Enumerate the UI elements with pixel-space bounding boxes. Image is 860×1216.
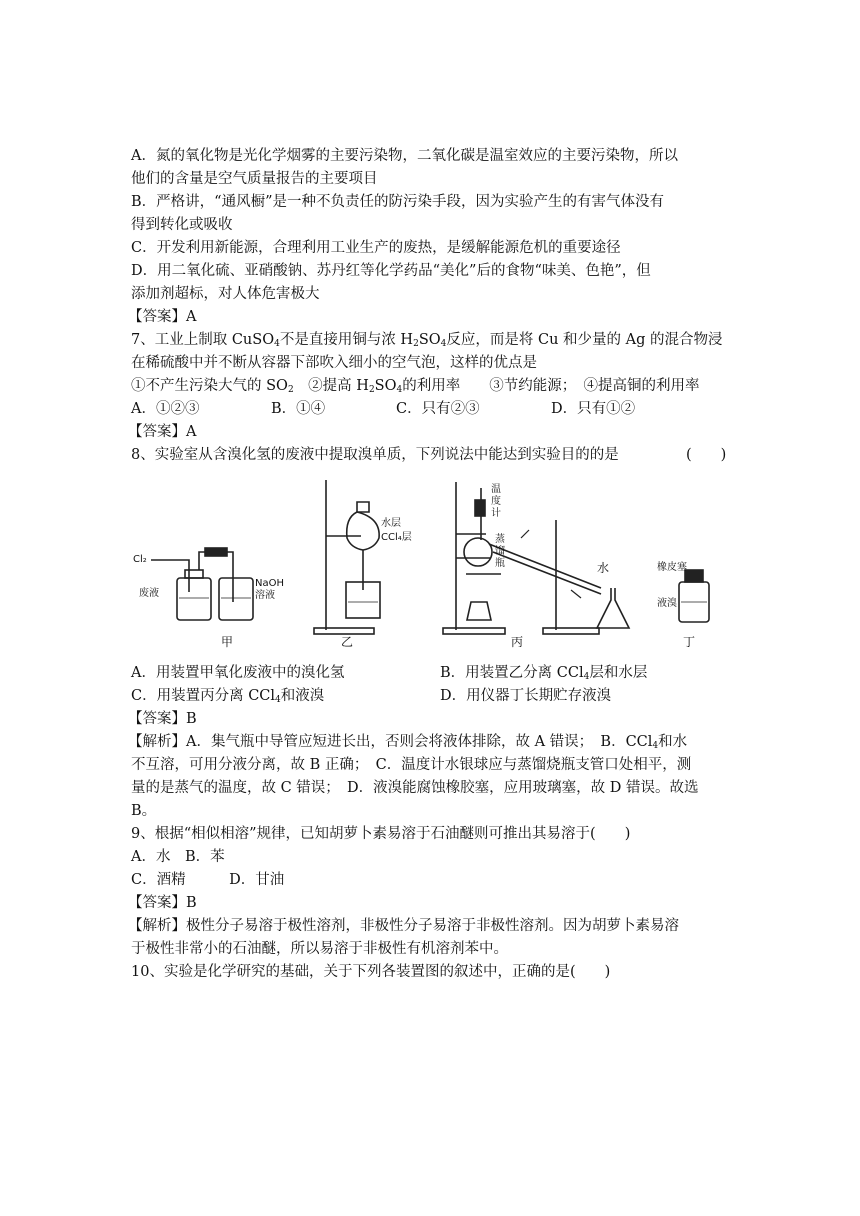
q9-options-cd: C．酒精 D．甘油 [131,872,285,888]
q6-option-c: C．开发利用新能源，合理利用工业生产的废热，是缓解能源危机的重要途径 [131,240,621,256]
label-stopper: 橡皮塞 [657,562,687,573]
q6-option-b-line1: B．严格讲，“通风橱”是一种不负责任的防污染手段，因为实验产生的有害气体没有 [131,194,664,210]
label-naoh-solution: 溶液 [255,590,275,601]
label-ccl4-layer: CCl₄层 [381,532,412,543]
q9-stem: 9、根据“相似相溶”规律，已知胡萝卜素易溶于石油醚则可推出其易溶于( ) [131,826,631,842]
q6-option-a-line1: A．氮的氧化物是光化学烟雾的主要污染物，二氧化碳是温室效应的主要污染物，所以 [131,148,678,164]
caption-bing: 丙 [511,635,524,649]
q7-choice-d: D．只有①② [551,401,636,417]
caption-yi: 乙 [341,635,354,649]
q7-choice-b: B．①④ [271,401,326,417]
q8-explanation-line2: 不互溶，可用分液分离，故 B 正确； C．温度计水银球应与蒸馏烧瓶支管口处相平，测 [131,757,692,773]
label-bromine: 液溴 [657,598,677,609]
label-thermometer-3: 计 [491,508,501,519]
caption-ding: 丁 [683,635,696,649]
apparatus-svg [131,470,711,650]
label-naoh: NaOH [255,578,284,589]
label-flask-3: 瓶 [495,558,505,569]
q6-option-a-line2: 他们的含量是空气质量报告的主要项目 [131,171,378,187]
label-waste: 废液 [139,588,159,599]
q8-stem: 8、实验室从含溴化氢的废液中提取溴单质，下列说法中能达到实验目的的是 [131,447,619,463]
q8-option-b: B．用装置乙分离 CCl$_4$层和水层 [440,665,648,682]
q7-answer: 【答案】A [128,424,197,440]
q7-stem-line2: 在稀硫酸中并不断从容器下部吹入细小的空气泡，这样的优点是 [131,355,537,371]
label-flask-1: 蒸 [495,534,505,545]
q8-explanation-line4: B。 [131,803,157,819]
q8-explanation-line3: 量的是蒸气的温度，故 C 错误； D．液溴能腐蚀橡胶塞，应用玻璃塞，故 D 错误。故选 [131,780,699,796]
q6-option-b-line2: 得到转化或吸收 [131,217,233,233]
q9-answer: 【答案】B [128,895,197,911]
label-water: 水 [597,561,610,575]
q6-answer: 【答案】A [128,309,197,325]
q10-stem: 10、实验是化学研究的基础，关于下列各装置图的叙述中，正确的是( ) [131,964,611,980]
q8-apparatus-figure [131,470,711,650]
q7-choice-c: C．只有②③ [396,401,480,417]
q6-option-d-line2: 添加剂超标，对人体危害极大 [131,286,320,302]
q8-paren: ( ) [686,447,727,463]
q8-option-a: A．用装置甲氧化废液中的溴化氢 [131,665,345,681]
caption-jia: 甲 [221,635,234,649]
q7-stem-line1: 7、工业上制取 CuSO$_4$不是直接用铜与浓 $H_2SO_4$反应，而是将 Cu 和少量的 Ag 的混合物浸 [131,332,723,349]
label-thermometer-1: 温 [491,484,501,495]
q9-explanation-line1: 【解析】极性分子易溶于极性溶剂，非极性分子易溶于非极性溶剂。因为胡萝卜素易溶 [128,918,679,934]
q8-explanation-line1: 【解析】A．集气瓶中导管应短进长出，否则会将液体排除，故 A 错误； B．CCl$_4$和水 [128,734,688,751]
connector-tube [199,552,233,602]
q8-option-d: D．用仪器丁长期贮存液溴 [440,688,612,704]
label-thermometer-2: 度 [491,496,501,507]
q8-answer: 【答案】B [128,711,197,727]
label-cl2: Cl₂ [133,554,147,565]
label-flask-2: 馏 [495,546,505,557]
q8-option-c: C．用装置丙分离 CCl$_4$和液溴 [131,688,325,705]
q9-options-ab: A．水 B．苯 [131,849,225,865]
q9-explanation-line2: 于极性非常小的石油醚，所以易溶于非极性有机溶剂苯中。 [131,941,508,957]
q7-choice-a: A．①②③ [131,401,200,417]
q7-options-statements: ①不产生污染大气的 $SO_2$ ②提高 $H_2SO_4$的利用率 ③节约能源； ④提高铜的利用率 [131,378,700,395]
label-water-layer: 水层 [381,518,401,529]
q6-option-d-line1: D．用二氧化硫、亚硝酸钠、苏丹红等化学药品“美化”后的食物“味美、色艳”，但 [131,263,651,279]
